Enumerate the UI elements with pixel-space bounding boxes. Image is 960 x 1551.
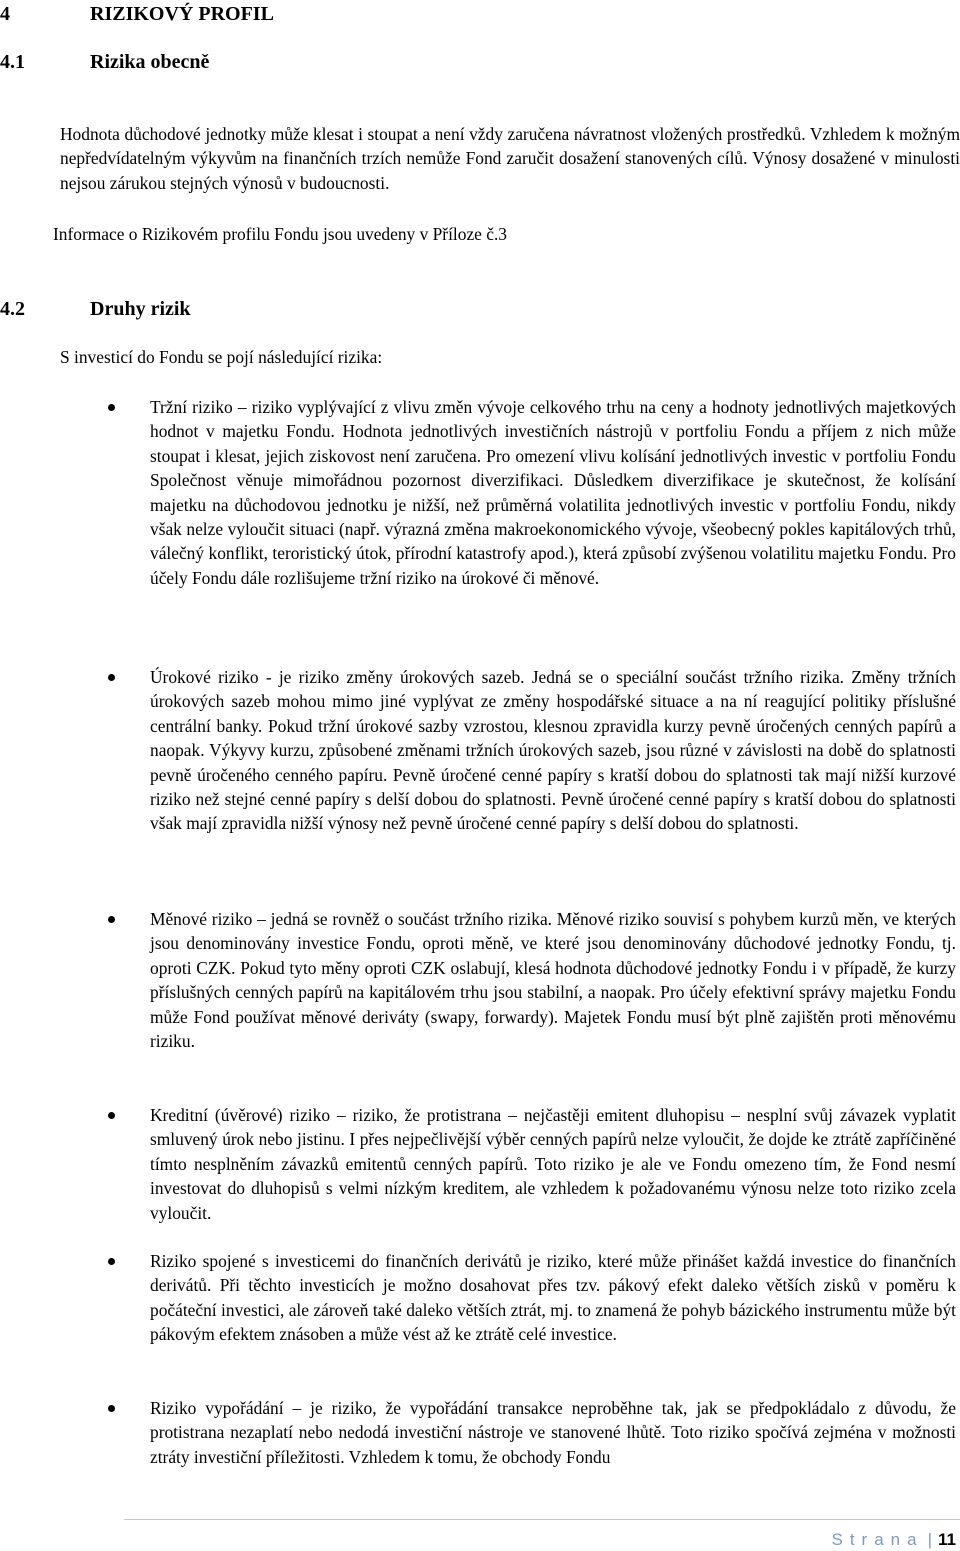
intro-paragraph: Hodnota důchodové jednotky může klesat i stoupat a není vždy zaručena návratnost vložených prostředků. Vzhledem k možným nepředvídatelným výkyvům na finančních trzích nemůže Fond zaručit dosažení stanovených cílů. Výnosy dosažené v minulosti nejsou zárukou stejných výnosů v budoucnosti.	[60, 124, 960, 193]
page-label: Strana	[831, 1530, 924, 1549]
section-number: 4.1	[0, 51, 25, 73]
footer-divider	[124, 1519, 960, 1520]
list-item	[150, 1103, 956, 1225]
bullet-icon	[108, 916, 115, 923]
section-heading-4	[0, 2, 274, 26]
info-paragraph: Informace o Rizikovém profilu Fondu jsou uvedeny v Příloze č.3	[53, 224, 507, 244]
risks-intro: S investicí do Fondu se pojí následující rizika:	[60, 347, 383, 367]
page-footer	[832, 1529, 957, 1551]
bullet-icon	[108, 404, 115, 411]
list-item	[150, 665, 956, 836]
bullet-icon	[108, 674, 115, 681]
list-item	[150, 395, 956, 590]
section-number: 4.2	[0, 298, 25, 320]
bullet-icon	[108, 1258, 115, 1265]
section-heading-4-2	[0, 297, 191, 321]
bullet-icon	[108, 1405, 115, 1412]
page-number: 11	[938, 1530, 956, 1549]
risk-text: Kreditní (úvěrové) riziko – riziko, že protistrana – nejčastěji emitent dluhopisu – nesplní svůj závazek vyplatit smluvený úrok nebo jistinu. I přes nejpečlivější výběr cenných papírů nelze vyloučit, že dojde ke ztrátě zapříčiněné tímto nesplněním závazků emitentů cenných papírů. Toto riziko je ale ve Fondu omezeno tím, že Fond nesmí investovat do dluhopisů s velmi nízkým kreditem, ale vzhledem k požadovanému výnosu nelze toto riziko zcela vyloučit.	[150, 1105, 956, 1223]
risk-text: Měnové riziko – jedná se rovněž o součást tržního rizika. Měnové riziko souvisí s pohybem kurzů měn, ve kterých jsou denominovány investice Fondu, oproti měně, ve které jsou denominovány důchodové jednotky Fondu, tj. oproti CZK. Pokud tyto měny oproti CZK oslabují, klesá hodnota důchodové jednotky Fondu i v případě, že kurzy příslušných cenných papírů na kapitálovém trhu jsou stabilní, a naopak. Pro účely efektivní správy majetku Fondu může Fond používat měnové deriváty (swapy, forwardy). Majetek Fondu musí být plně zajištěn proti měnovému riziku.	[150, 909, 956, 1052]
bullet-icon	[108, 1112, 115, 1119]
list-item	[150, 907, 956, 1053]
footer-separator: |	[927, 1530, 933, 1549]
section-title: Rizika obecně	[90, 51, 210, 73]
section-heading-4-1	[0, 50, 209, 74]
list-item	[150, 1249, 956, 1347]
risk-text: Riziko vypořádání – je riziko, že vypořádání transakce neproběhne tak, jak se předpokládalo z důvodu, že protistrana nezaplatí nebo nedodá investiční nástroje ve stanovené lhůtě. Toto riziko spočívá zejména v možnosti ztráty investiční příležitosti. Vzhledem k tomu, že obchody Fondu	[150, 1398, 956, 1467]
section-title: RIZIKOVÝ PROFIL	[90, 3, 274, 25]
risk-text: Tržní riziko – riziko vyplývající z vlivu změn vývoje celkového trhu na ceny a hodnoty jednotlivých majetkových hodnot v majetku Fondu. Hodnota jednotlivých investičních nástrojů v portfoliu Fondu a příjem z nich může stoupat i klesat, jejich ziskovost není zaručena. Pro omezení vlivu kolísání jednotlivých investic v portfoliu Fondu Společnost věnuje mimořádnou pozornost diverzifikaci. Důsledkem diverzifikace je skutečnost, že kolísání majetku na důchodovou jednotku je nižší, než průměrná volatilita jednotlivých investic v portfoliu Fondu, nikdy však nelze vyloučit situaci (např. výrazná změna makroekonomického vývoje, všeobecný pokles kapitálových trhů, válečný konflikt, teroristický útok, přírodní katastrofy apod.), která způsobí zvýšenou volatilitu majetku Fondu. Pro účely Fondu dále rozlišujeme tržní riziko na úrokové či měnové.	[150, 397, 956, 588]
list-item	[150, 1396, 956, 1469]
risk-text: Riziko spojené s investicemi do finančních derivátů je riziko, které může přinášet každá investice do finančních derivátů. Při těchto investicích je možno dosahovat přes tzv. pákový efekt daleko větších zisků v poměru k počáteční investici, ale zároveň také daleko větších ztrát, mj. to znamená že pohyb bázického instrumentu může být pákovým efektem znásoben a může vést až ke ztrátě celé investice.	[150, 1251, 956, 1345]
section-title: Druhy rizik	[90, 298, 191, 320]
section-number: 4	[0, 3, 10, 25]
risk-text: Úrokové riziko - je riziko změny úrokových sazeb. Jedná se o speciální součást tržního rizika. Změny tržních úrokových sazeb mohou mimo jiné vyplývat ze změny hospodářské situace a na ní reagující politiky příslušné centrální banky. Pokud tržní úrokové sazby vzrostou, klesnou zpravidla kurzy pevně úročených cenných papírů a naopak. Výkyvy kurzu, způsobené změnami tržních úrokových sazeb, jsou různé v závislosti na době do splatnosti pevně úročeného cenného papíru. Pevně úročené cenné papíry s kratší dobou do splatnosti tak mají nižší kurzové riziko než stejné cenné papíry s delší dobou do splatnosti. Pevně úročené cenné papíry s kratší dobou do splatnosti však mají zpravidla nižší výnosy než pevně úročené cenné papíry s delší dobou do splatnosti.	[150, 667, 956, 834]
